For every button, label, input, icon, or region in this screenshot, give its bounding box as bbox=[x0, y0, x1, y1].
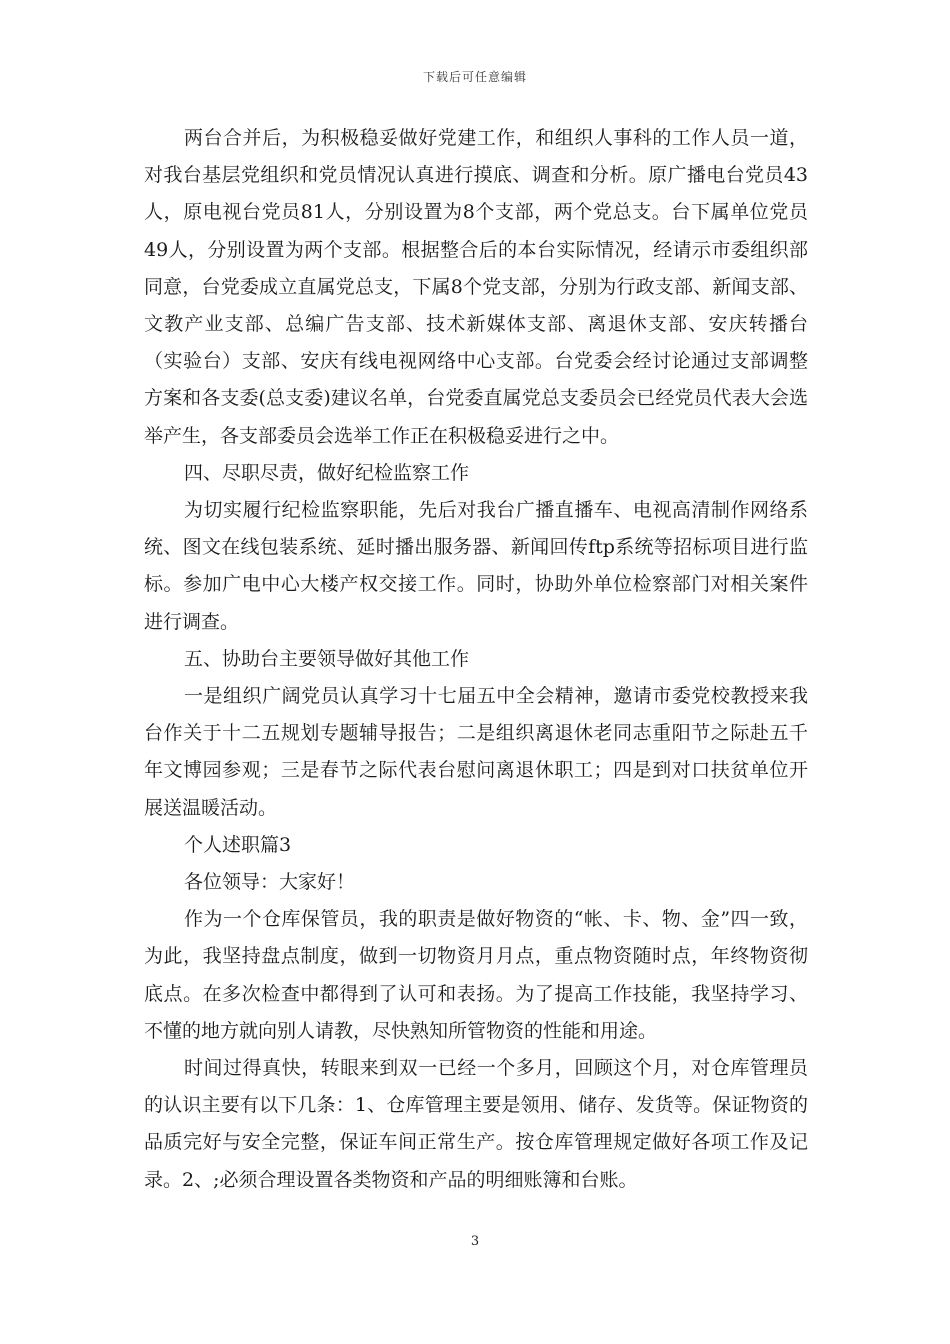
page-header-note: 下载后可任意编辑 bbox=[422, 70, 527, 84]
document-body bbox=[144, 120, 808, 1199]
section-heading-assist: 五、协助台主要领导做好其他工作 bbox=[184, 647, 470, 670]
paragraph-discipline: 为切实履行纪检监察职能，先后对我台广播直播车、电视高清制作网络系统、图文在线包装系统、延时播出服务器、新闻回传ftp系统等招标项目进行监标。参加广电中心大楼产权交接工作。同时，协助外单位检察部门对相关案件进行调查。 bbox=[144, 499, 808, 633]
section-heading-discipline: 四、尽职尽责，做好纪检监察工作 bbox=[184, 461, 470, 484]
paragraph-assist: 一是组织广阔党员认真学习十七届五中全会精神，邀请市委党校教授来我台作关于十二五规划专题辅导报告；二是组织离退休老同志重阳节之际赴五千年文博园参观；三是春节之际代表台慰问离退休职工；四是到对口扶贫单位开展送温暖活动。 bbox=[144, 685, 808, 819]
section-heading-report-3: 个人述职篇3 bbox=[184, 833, 292, 856]
paragraph-warehouse-duty: 作为一个仓库保管员，我的职责是做好物资的“帐、卡、物、金”四一致，为此，我坚持盘点制度，做到一切物资月月点，重点物资随时点，年终物资彻底点。在多次检查中都得到了认可和表扬。为了提高工作技能，我坚持学习、不懂的地方就向别人请教，尽快熟知所管物资的性能和用途。 bbox=[144, 908, 808, 1042]
page-number: 3 bbox=[470, 1234, 480, 1249]
paragraph-warehouse-review: 时间过得真快，转眼来到双一已经一个多月，回顾这个月，对仓库管理员的认识主要有以下几条：1、仓库管理主要是领用、储存、发货等。保证物资的品质完好与安全完整，保证车间正常生产。按仓库管理规定做好各项工作及记录。2、;必须合理设置各类物资和产品的明细账簿和台账。 bbox=[144, 1057, 808, 1191]
greeting: 各位领导：大家好！ bbox=[184, 871, 356, 894]
paragraph-party-building: 两台合并后，为积极稳妥做好党建工作，和组织人事科的工作人员一道，对我台基层党组织和党员情况认真进行摸底、调查和分析。原广播电台党员43人，原电视台党员81人，分别设置为8个支部，两个党总支。台下属单位党员49人，分别设置为两个支部。根据整合后的本台实际情况，经请示市委组织部同意，台党委成立直属党总支，下属8个党支部，分别为行政支部、新闻支部、文教产业支部、总编广告支部、技术新媒体支部、离退休支部、安庆转播台（实验台）支部、安庆有线电视网络中心支部。台党委会经讨论通过支部调整方案和各支委(总支委)建议名单，台党委直属党总支委员会已经党员代表大会选举产生，各支部委员会选举工作正在积极稳妥进行之中。 bbox=[144, 127, 808, 447]
